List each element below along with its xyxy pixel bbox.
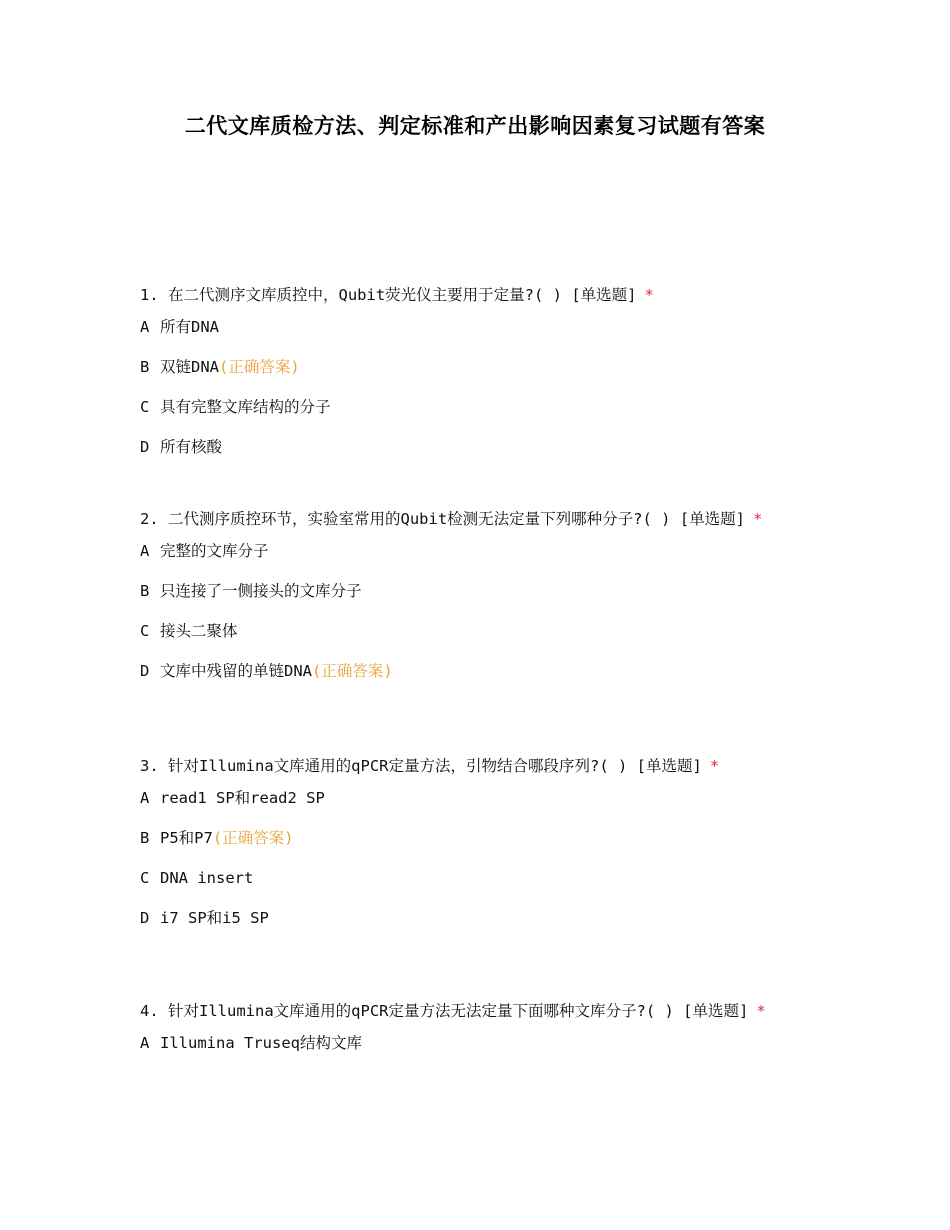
option-letter: A <box>140 318 150 336</box>
option-letter: B <box>140 582 150 600</box>
option-c <box>140 620 812 642</box>
question-stem <box>140 508 812 530</box>
option-a <box>140 1032 812 1054</box>
option-c <box>140 867 812 889</box>
required-mark: * <box>644 286 654 304</box>
question-2 <box>140 508 812 700</box>
option-text: P5和P7 <box>160 829 213 847</box>
option-text: i7 SP和i5 SP <box>160 909 269 927</box>
option-a <box>140 787 812 809</box>
option-c <box>140 396 812 418</box>
option-letter: C <box>140 869 150 887</box>
option-text: 双链DNA <box>160 358 219 376</box>
option-letter: C <box>140 622 150 640</box>
question-3 <box>140 755 812 947</box>
option-text: Illumina Truseq结构文库 <box>160 1034 362 1052</box>
option-letter: B <box>140 829 150 847</box>
question-text: 针对Illumina文库通用的qPCR定量方法，引物结合哪段序列?( ) [单选题] <box>168 757 702 775</box>
option-letter: C <box>140 398 150 416</box>
correct-answer-tag: (正确答案) <box>219 358 300 376</box>
correct-answer-tag: (正确答案) <box>212 829 294 847</box>
question-number: 4. <box>140 1002 159 1020</box>
option-text: 完整的文库分子 <box>160 542 269 560</box>
option-b <box>140 356 812 378</box>
question-text: 针对Illumina文库通用的qPCR定量方法无法定量下面哪种文库分子?( ) [单选题] <box>168 1002 749 1020</box>
option-a <box>140 540 812 562</box>
option-b <box>140 580 812 602</box>
option-b <box>140 827 812 849</box>
question-stem <box>140 1000 812 1022</box>
option-text: 所有核酸 <box>160 438 223 456</box>
document-title: 二代文库质检方法、判定标准和产出影响因素复习试题有答案 <box>184 113 766 138</box>
correct-answer-tag: (正确答案) <box>312 662 393 680</box>
option-d <box>140 436 812 458</box>
option-text: 文库中残留的单链DNA <box>160 662 312 680</box>
option-text: 只连接了一侧接头的文库分子 <box>160 582 362 600</box>
required-mark: * <box>753 510 763 528</box>
option-letter: D <box>140 662 150 680</box>
option-text: 具有完整文库结构的分子 <box>160 398 331 416</box>
question-stem <box>140 755 812 777</box>
option-text: read1 SP和read2 SP <box>160 789 325 807</box>
question-number: 2. <box>140 510 159 528</box>
option-letter: D <box>140 909 150 927</box>
option-a <box>140 316 812 338</box>
question-stem <box>140 284 812 306</box>
option-letter: A <box>140 1034 150 1052</box>
option-letter: A <box>140 542 150 560</box>
option-text: DNA insert <box>160 869 254 887</box>
option-letter: A <box>140 789 150 807</box>
option-text: 所有DNA <box>160 318 219 336</box>
question-number: 3. <box>140 757 159 775</box>
option-text: 接头二聚体 <box>160 622 238 640</box>
question-4 <box>140 1000 812 1072</box>
required-mark: * <box>709 757 720 775</box>
question-1 <box>140 284 812 476</box>
question-text: 在二代测序文库质控中，Qubit荧光仪主要用于定量?( ) [单选题] <box>168 286 637 304</box>
option-d <box>140 660 812 682</box>
question-number: 1. <box>140 286 159 304</box>
option-d <box>140 907 812 929</box>
option-letter: D <box>140 438 150 456</box>
required-mark: * <box>756 1002 766 1020</box>
option-letter: B <box>140 358 150 376</box>
question-text: 二代测序质控环节，实验室常用的Qubit检测无法定量下列哪种分子?( ) [单选题] <box>168 510 745 528</box>
